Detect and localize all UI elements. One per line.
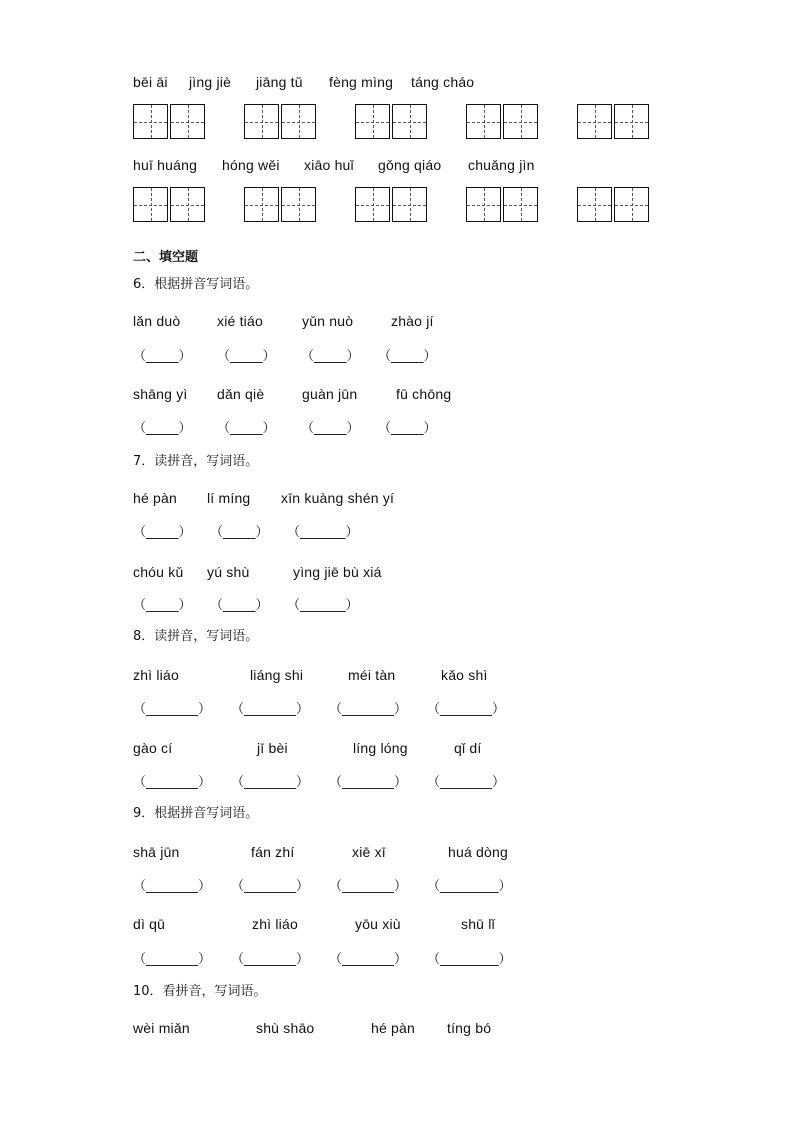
answer-blank[interactable]: （_____） — [133, 421, 192, 436]
writing-grid-group — [244, 104, 316, 139]
writing-grid-row — [133, 187, 649, 222]
writing-grid-group — [355, 187, 427, 222]
pinyin-label: guàn jūn — [302, 386, 358, 402]
writing-grid-group — [355, 104, 427, 139]
writing-cell[interactable] — [244, 104, 279, 139]
pinyin-label: chóu kǔ — [133, 564, 184, 580]
writing-cell[interactable] — [503, 187, 538, 222]
pinyin-label: fū chōng — [396, 386, 452, 402]
answer-blank[interactable]: （_________） — [427, 879, 512, 894]
pinyin-label: xiāo huǐ — [304, 157, 354, 173]
answer-blank[interactable]: （________） — [231, 879, 310, 894]
answer-blank[interactable]: （________） — [133, 952, 212, 967]
writing-grid-group — [133, 187, 205, 222]
pinyin-label: jìng jiè — [189, 74, 232, 90]
writing-grid-group — [466, 187, 538, 222]
question-title: 8．读拼音，写词语。 — [133, 629, 259, 644]
answer-blank[interactable]: （________） — [231, 775, 310, 790]
writing-cell[interactable] — [133, 187, 168, 222]
pinyin-label: hóng wěi — [222, 157, 280, 173]
pinyin-label: táng cháo — [411, 74, 475, 90]
answer-blank[interactable]: （_____） — [133, 598, 192, 613]
pinyin-label: xiē xī — [352, 844, 386, 860]
pinyin-label: jiāng tǔ — [256, 74, 303, 90]
pinyin-label: líng lóng — [353, 740, 408, 756]
pinyin-label: huī huáng — [133, 157, 198, 173]
pinyin-label: jī bèi — [257, 740, 288, 756]
writing-cell[interactable] — [355, 187, 390, 222]
pinyin-label: xié tiáo — [217, 313, 263, 329]
answer-blank[interactable]: （________） — [329, 702, 408, 717]
writing-cell[interactable] — [614, 187, 649, 222]
writing-cell[interactable] — [170, 104, 205, 139]
pinyin-label: bēi āi — [133, 74, 168, 90]
answer-blank[interactable]: （________） — [133, 702, 212, 717]
answer-blank[interactable]: （_________） — [427, 952, 512, 967]
answer-blank[interactable]: （_______） — [287, 598, 359, 613]
pinyin-label: kǎo shì — [441, 667, 488, 683]
pinyin-label: fán zhí — [251, 844, 295, 860]
pinyin-label: shù shāo — [256, 1020, 315, 1036]
writing-grid-group — [244, 187, 316, 222]
section-heading: 二、填空题 — [133, 250, 199, 265]
pinyin-label: dǎn qiè — [217, 386, 265, 402]
pinyin-label: zhì liáo — [252, 916, 298, 932]
writing-grid-group — [577, 187, 649, 222]
answer-blank[interactable]: （_____） — [217, 349, 276, 364]
writing-grid-group — [133, 104, 205, 139]
writing-cell[interactable] — [170, 187, 205, 222]
answer-blank[interactable]: （_____） — [378, 421, 437, 436]
answer-blank[interactable]: （________） — [133, 775, 212, 790]
answer-blank[interactable]: （________） — [133, 879, 212, 894]
writing-grid-group — [466, 104, 538, 139]
answer-blank[interactable]: （________） — [427, 775, 506, 790]
answer-blank[interactable]: （________） — [329, 775, 408, 790]
pinyin-label: wèi miǎn — [133, 1020, 190, 1036]
answer-blank[interactable]: （_____） — [210, 525, 269, 540]
writing-grid-group — [577, 104, 649, 139]
pinyin-label: lǎn duò — [133, 313, 181, 329]
question-title: 10．看拼音，写词语。 — [133, 984, 267, 999]
writing-cell[interactable] — [466, 104, 501, 139]
pinyin-label: yǔn nuò — [302, 313, 354, 329]
answer-blank[interactable]: （_____） — [378, 349, 437, 364]
answer-blank[interactable]: （_____） — [133, 349, 192, 364]
pinyin-label: yōu xiù — [355, 916, 401, 932]
pinyin-label: yìng jiē bù xiá — [293, 564, 382, 580]
writing-cell[interactable] — [133, 104, 168, 139]
pinyin-label: tíng bó — [447, 1020, 492, 1036]
pinyin-label: hé pàn — [371, 1020, 416, 1036]
answer-blank[interactable]: （_____） — [301, 349, 360, 364]
pinyin-label: chuǎng jìn — [468, 157, 535, 173]
pinyin-label: huá dòng — [448, 844, 508, 860]
writing-cell[interactable] — [577, 104, 612, 139]
writing-cell[interactable] — [281, 187, 316, 222]
answer-blank[interactable]: （________） — [329, 879, 408, 894]
pinyin-label: shā jūn — [133, 844, 180, 860]
writing-cell[interactable] — [614, 104, 649, 139]
writing-cell[interactable] — [392, 187, 427, 222]
question-title: 7．读拼音，写词语。 — [133, 454, 259, 469]
pinyin-label: fèng mìng — [329, 74, 394, 90]
pinyin-label: dì qū — [133, 916, 166, 932]
answer-blank[interactable]: （_______） — [287, 525, 359, 540]
pinyin-label: xīn kuàng shén yí — [281, 490, 395, 506]
pinyin-label: liáng shi — [250, 667, 304, 683]
pinyin-label: shāng yì — [133, 386, 188, 402]
answer-blank[interactable]: （_____） — [133, 525, 192, 540]
pinyin-label: qǐ dí — [454, 740, 482, 756]
writing-cell[interactable] — [577, 187, 612, 222]
pinyin-label: hé pàn — [133, 490, 178, 506]
pinyin-label: zhì liáo — [133, 667, 179, 683]
writing-cell[interactable] — [281, 104, 316, 139]
answer-blank[interactable]: （_____） — [217, 421, 276, 436]
writing-cell[interactable] — [355, 104, 390, 139]
writing-grid-row — [133, 104, 649, 139]
writing-cell[interactable] — [392, 104, 427, 139]
pinyin-label: zhào jí — [391, 313, 434, 329]
question-title: 9．根据拼音写词语。 — [133, 806, 259, 821]
writing-cell[interactable] — [466, 187, 501, 222]
pinyin-label: gǒng qiáo — [378, 157, 442, 173]
pinyin-label: méi tàn — [348, 667, 396, 683]
answer-blank[interactable]: （________） — [427, 702, 506, 717]
answer-blank[interactable]: （________） — [231, 952, 310, 967]
answer-blank[interactable]: （_____） — [210, 598, 269, 613]
answer-blank[interactable]: （________） — [329, 952, 408, 967]
pinyin-label: gào cí — [133, 740, 173, 756]
answer-blank[interactable]: （_____） — [301, 421, 360, 436]
answer-blank[interactable]: （________） — [231, 702, 310, 717]
question-title: 6．根据拼音写词语。 — [133, 277, 259, 292]
pinyin-label: yú shù — [207, 564, 250, 580]
writing-cell[interactable] — [244, 187, 279, 222]
writing-cell[interactable] — [503, 104, 538, 139]
pinyin-label: lí míng — [207, 490, 251, 506]
pinyin-label: shū lǐ — [461, 916, 495, 932]
